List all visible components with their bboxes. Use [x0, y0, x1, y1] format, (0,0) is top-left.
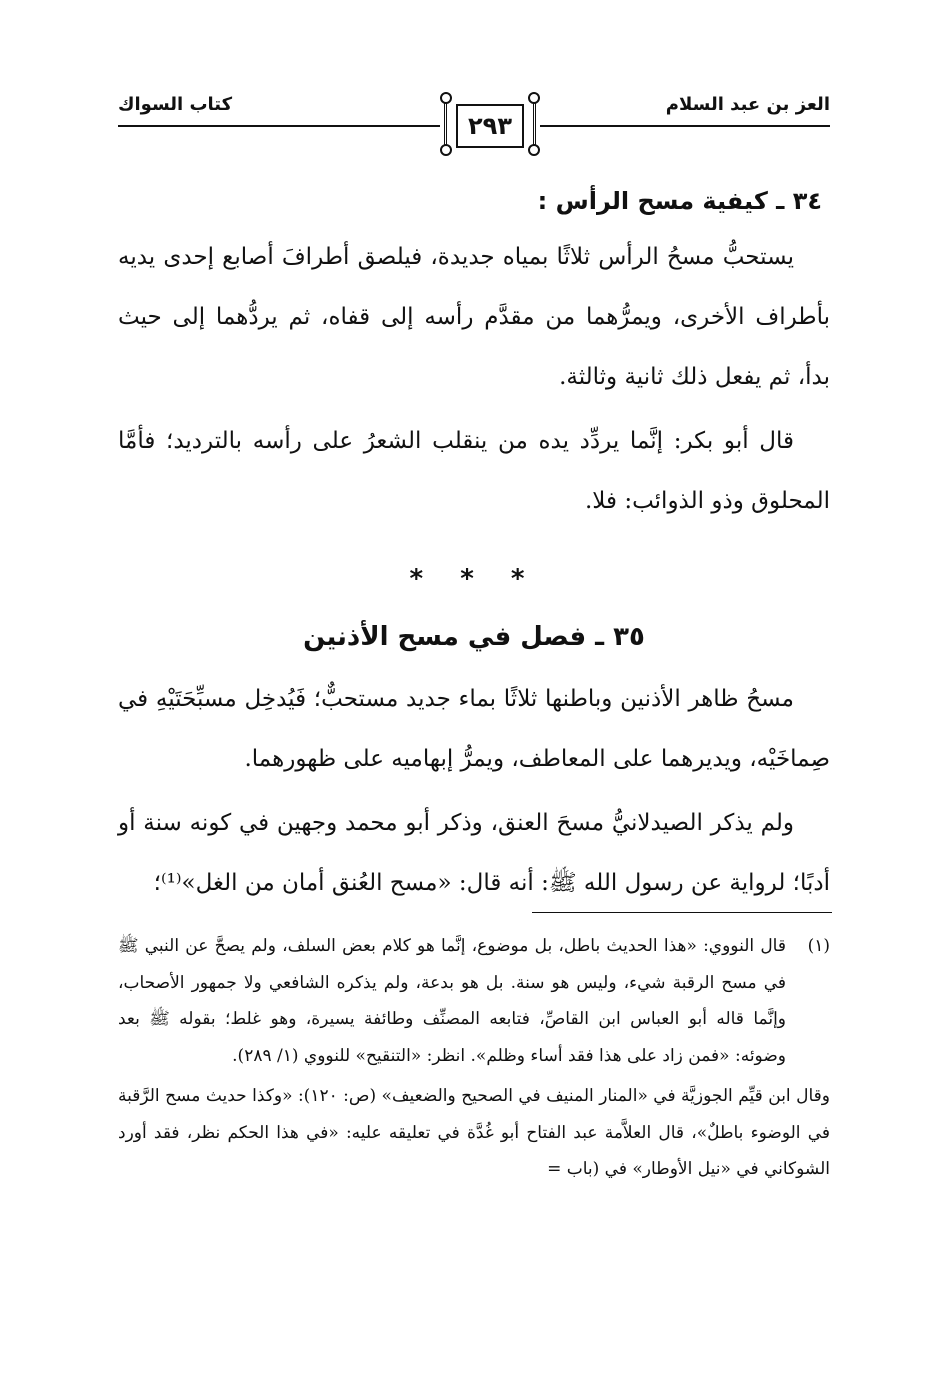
frame-corner-ornament — [440, 92, 452, 104]
chapter-running-head: كتاب السواك — [118, 94, 233, 115]
frame-corner-ornament — [528, 144, 540, 156]
frame-corner-ornament — [440, 144, 452, 156]
section-34-paragraph-2: قال أبو بكر: إنَّما يردِّد يده من ينقلب الشعرُ على رأسه بالترديد؛ فأمَّا المحلوق وذو الذوائب: فلا. — [118, 428, 830, 514]
footnote-1 — [118, 928, 830, 1074]
footnote-1-text: قال النووي: «هذا الحديث باطل، بل موضوع، إنَّما هو كلام بعض السلف، ولم يصحَّ عن النبي ﷺ في مسح الرقبة شيء، وليس هو سنة. بل هو بدعة، ولم يذكره الشافعي ولا جمهور الأصحاب، وإنَّما قاله أبو العباس ابن القاصِّ، فتابعه المصنِّف وطائفة يسيرة، وهو غلط؛ بقوله ﷺ بعد وضوئه: «فمن زاد على هذا فقد أساء وظلم». انظر: «التنقيح» للنووي (١/ ٢٨٩). — [118, 936, 786, 1066]
running-header — [118, 92, 830, 162]
section-34-paragraph-1: يستحبُّ مسحُ الرأس ثلاثًا بمياه جديدة، فيلصق أطرافَ أصابع إحدى يديه بأطراف الأخرى، ويمرُّهما من مقدَّم رأسه إلى قفاه، ثم يردُّهما إلى حيث بدأ، ثم يفعل ذلك ثانية وثالثة. — [118, 244, 830, 390]
section-35-heading: ٣٥ ـ فصل في مسح الأذنين — [303, 622, 645, 652]
page-number-box — [456, 104, 524, 148]
footnote-rule — [532, 912, 832, 913]
page-number: ٢٩٣ — [468, 112, 512, 140]
frame-corner-ornament — [528, 92, 540, 104]
section-35-paragraph-2: ولم يذكر الصيدلانيُّ مسحَ العنق، وذكر أبو محمد وجهين في كونه سنة أو أدبًا؛ لرواية عن رسول الله ﷺ: أنه قال: «مسح العُنق أمان من الغل»⁽¹⁾؛ — [118, 810, 830, 896]
footnotes — [118, 928, 830, 1188]
author-running-head: العز بن عبد السلام — [665, 94, 830, 115]
footnote-1-continuation: وقال ابن قيِّم الجوزيَّة في «المنار المنيف في الصحيح والضعيف» (ص: ١٢٠): «وكذا حديث مسح الرَّقبة في الوضوء باطلٌ»، قال العلاَّمة عبد الفتاح أبو غُدَّة في تعليقه عليه: «في هذا الحكم نظر، فقد أورد الشوكاني في «نيل الأوطار» في (باب = — [118, 1086, 830, 1179]
section-35-paragraph-1: مسحُ ظاهر الأذنين وباطنها ثلاثًا بماء جديد مستحبٌّ؛ فَيُدخِل مسبِّحَتَيْهِ في صِماخَيْه، ويديرهما على المعاطف، ويمرُّ إبهاميه على ظهورهما. — [118, 686, 830, 772]
section-separator: * * * — [409, 564, 539, 594]
footnote-marker: (١) — [807, 936, 830, 956]
page-number-frame — [440, 92, 540, 156]
main-text — [118, 175, 830, 913]
section-34-heading: ٣٤ ـ كيفية مسح الرأس : — [537, 187, 822, 215]
